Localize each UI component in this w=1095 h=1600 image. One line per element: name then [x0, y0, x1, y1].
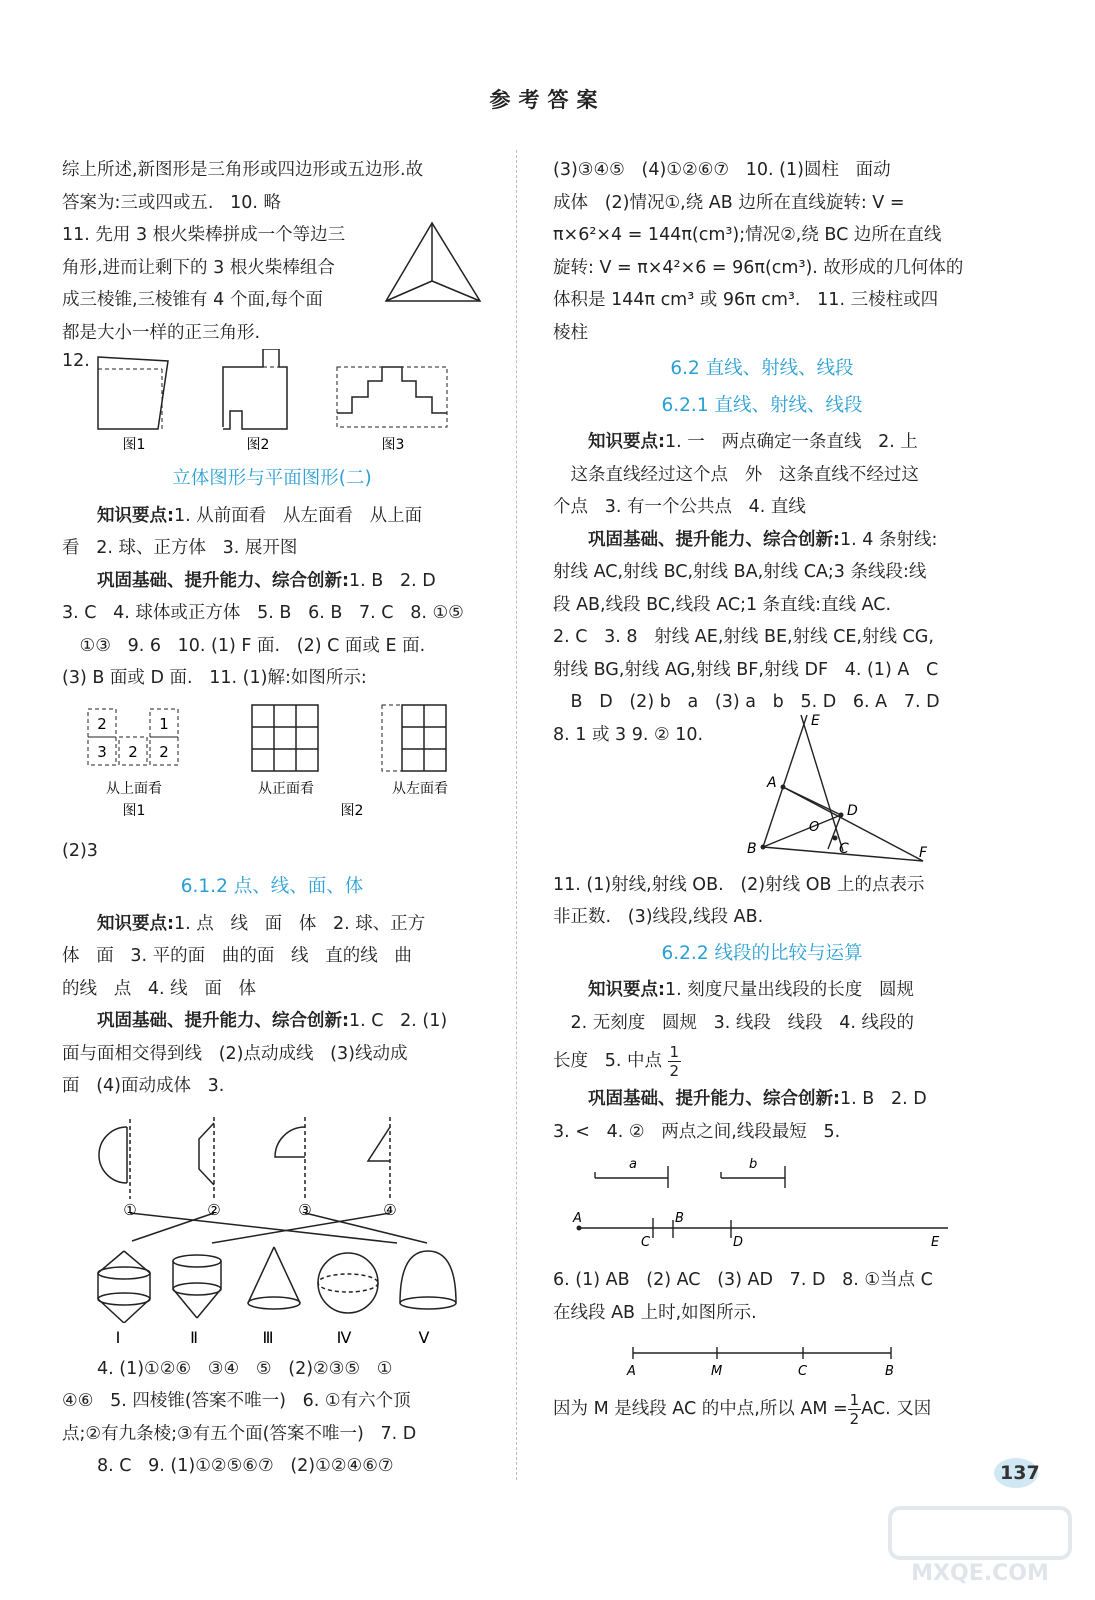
text: 1. 4 条射线: — [840, 529, 938, 550]
point-label: B — [675, 1211, 684, 1226]
view-caption: 从上面看 — [106, 780, 162, 797]
shape-label: ② — [207, 1200, 221, 1219]
matching-figure — [62, 1103, 482, 1323]
text-line: 棱柱 — [553, 322, 588, 343]
text-line: 3. C 4. 球体或正方体 5. B 6. B 7. C 8. ①⑤ — [62, 603, 464, 623]
q11-view-figures — [62, 701, 482, 827]
point-label: C — [641, 1235, 651, 1250]
q12-figures — [90, 349, 490, 459]
text-line: (3)③④⑤ (4)①②⑥⑦ 10. (1)圆柱 面动 — [553, 160, 891, 180]
text-line: 成三棱锥,三棱锥有 4 个面,每个面 — [62, 290, 323, 310]
point-label: C — [798, 1364, 808, 1379]
point-label: M — [711, 1364, 723, 1379]
text-line: 的线 点 4. 线 面 体 — [62, 978, 257, 999]
text-line: B D (2) b a (3) a b 5. D 6. A 7. D — [570, 692, 940, 712]
fraction-half — [848, 1391, 862, 1428]
text: 因为 M 是线段 AC 的中点,所以 AM = — [553, 1399, 848, 1419]
grid-value: 2 — [97, 714, 107, 733]
right-column — [553, 154, 971, 1431]
text: 1. B 2. D — [349, 570, 436, 591]
consolidation — [553, 1083, 971, 1116]
text-line: 8. C 9. (1)①②⑤⑥⑦ (2)①②④⑥⑦ — [97, 1456, 394, 1476]
page-header: 参考答案 — [489, 87, 606, 112]
shape-label: ① — [123, 1200, 137, 1219]
section-title: 6.2.1 直线、射线、线段 — [661, 394, 863, 416]
text-line: 角形,进而让剩下的 3 根火柴棒组合 — [62, 257, 335, 278]
text-line: 2. C 3. 8 射线 AE,射线 BE,射线 CE,射线 CG, — [553, 627, 934, 647]
text-line: 体积是 144π cm³ 或 96π cm³. 11. 三棱柱或四 — [553, 290, 939, 310]
label: 巩固基础、提升能力、综合创新: — [588, 529, 840, 550]
label: 巩固基础、提升能力、综合创新: — [97, 1011, 349, 1031]
point-label: F — [919, 844, 928, 861]
segment-label: b — [749, 1157, 758, 1172]
text-line — [553, 1387, 971, 1431]
knowledge-points — [553, 974, 971, 1007]
segment-construction-figure — [553, 1148, 971, 1264]
view-caption: 从正面看 — [258, 780, 314, 797]
text-line: 非正数. (3)线段,线段 AB. — [553, 907, 764, 927]
label: 知识要点: — [97, 913, 174, 934]
label: 知识要点: — [588, 980, 665, 1000]
point-label: B — [747, 840, 757, 857]
view-caption: 从左面看 — [392, 780, 448, 797]
point-label: E — [931, 1235, 940, 1250]
section-title: 6.2 直线、射线、线段 — [670, 358, 854, 379]
solid-label: Ⅲ — [262, 1327, 274, 1347]
text-line: 成体 (2)情况①,绕 AB 边所在直线旋转: V = — [553, 192, 905, 213]
grid-value: 3 — [97, 742, 107, 761]
text-line: 个点 3. 有一个公共点 4. 直线 — [553, 497, 806, 517]
grid-value: 1 — [159, 714, 169, 733]
text-line: 看 2. 球、正方体 3. 展开图 — [62, 538, 298, 558]
grid-value: 2 — [159, 742, 169, 761]
section-title: 立体图形与平面图形(二) — [172, 468, 372, 489]
shape-label: ④ — [383, 1200, 397, 1219]
label: 知识要点: — [588, 432, 665, 452]
text-line: 体 面 3. 平的面 曲的面 线 直的线 曲 — [62, 946, 412, 966]
section-title: 6.1.2 点、线、面、体 — [180, 876, 364, 897]
watermark-text: MXQE.COM — [911, 1561, 1049, 1586]
left-column — [62, 154, 482, 1483]
text-line: 射线 AC,射线 BC,射线 BA,射线 CA;3 条线段:线 — [553, 562, 927, 582]
text-line: (3) B 面或 D 面. 11. (1)解:如图所示: — [62, 668, 367, 688]
text: AC. 又因 — [861, 1399, 932, 1419]
text: 1. C 2. (1) — [349, 1011, 448, 1031]
text-line: 点;②有九条棱;③有五个面(答案不唯一) 7. D — [62, 1423, 417, 1444]
knowledge-points — [62, 500, 482, 533]
segment-label: a — [629, 1157, 637, 1172]
text-line: 综上所述,新图形是三角形或四边形或五边形.故 — [62, 160, 424, 180]
text: 1. B 2. D — [840, 1089, 927, 1109]
fig12-caption-1: 图1 — [122, 437, 146, 453]
numerator: 1 — [849, 1390, 860, 1409]
consolidation — [553, 524, 971, 557]
text-line: ①③ 9. 6 10. (1) F 面. (2) C 面或 E 面. — [79, 635, 426, 656]
text-line: 在线段 AB 上时,如图所示. — [553, 1302, 757, 1323]
point-label: A — [767, 774, 777, 791]
point-label: B — [885, 1364, 894, 1379]
shape-label: ③ — [298, 1200, 312, 1219]
text-line: 11. 先用 3 根火柴棒拼成一个等边三 — [62, 225, 346, 245]
label: 知识要点: — [97, 505, 174, 526]
rays-figure — [743, 711, 943, 869]
text-line — [553, 1039, 971, 1083]
fraction-half — [668, 1043, 682, 1080]
q11-block — [62, 219, 482, 349]
text-line: 答案为:三或四或五. 10. 略 — [62, 192, 282, 213]
text: 1. 刻度尺量出线段的长度 圆规 — [665, 980, 914, 1000]
text-line: 都是大小一样的正三角形. — [62, 322, 261, 343]
point-label: A — [627, 1364, 636, 1379]
label: 巩固基础、提升能力、综合创新: — [588, 1089, 840, 1109]
consolidation — [62, 565, 482, 598]
watermark-graphic — [880, 1500, 1080, 1590]
numerator: 1 — [669, 1042, 680, 1061]
solid-label: Ⅴ — [418, 1327, 430, 1347]
watermark-logo — [880, 1500, 1080, 1590]
tetrahedron-figure — [380, 219, 485, 309]
label: 巩固基础、提升能力、综合创新: — [97, 570, 349, 591]
text-line: 3. < 4. ② 两点之间,线段最短 5. — [553, 1121, 841, 1142]
left-view-grid — [402, 705, 446, 771]
point-label: A — [573, 1211, 582, 1226]
text-line: (2)3 — [62, 840, 98, 861]
q12-block — [62, 349, 482, 459]
text-line: 面与面相交得到线 (2)点动成线 (3)线动成 — [62, 1043, 408, 1064]
denominator: 2 — [849, 1409, 860, 1428]
front-view-grid — [252, 705, 318, 771]
text-line: 4. (1)①②⑥ ③④ ⑤ (2)②③⑤ ① — [97, 1358, 393, 1379]
solid-labels — [62, 1323, 482, 1353]
text-line: 8. 1 或 3 9. ② 10. — [553, 724, 704, 745]
point-label: E — [811, 712, 820, 729]
fig-caption: 图2 — [340, 802, 364, 819]
knowledge-points — [62, 908, 482, 941]
page-number: 137 — [1000, 1462, 1040, 1484]
text: 1. 从前面看 从左面看 从上面 — [174, 505, 423, 526]
section-title: 6.2.2 线段的比较与运算 — [661, 942, 863, 964]
text: 长度 5. 中点 — [553, 1051, 662, 1071]
text-line: 射线 BG,射线 AG,射线 BF,射线 DF 4. (1) A C — [553, 659, 939, 680]
solid-label: Ⅰ — [115, 1327, 121, 1347]
text-line: 11. (1)射线,射线 OB. (2)射线 OB 上的点表示 — [553, 874, 925, 895]
fig12-caption-3: 图3 — [381, 437, 405, 453]
text-line: 2. 无刻度 圆规 3. 线段 线段 4. 线段的 — [570, 1012, 915, 1033]
point-label: D — [847, 802, 858, 819]
text: 1. 一 两点确定一条直线 2. 上 — [665, 432, 918, 452]
grid-value: 2 — [128, 742, 138, 761]
denominator: 2 — [669, 1061, 680, 1080]
point-label: D — [733, 1235, 744, 1250]
point-label: C — [839, 840, 849, 857]
fig-caption: 图1 — [122, 802, 146, 819]
text-line: 段 AB,线段 BC,线段 AC;1 条直线:直线 AC. — [553, 594, 892, 615]
midpoint-figure — [553, 1329, 971, 1387]
q10-block — [553, 712, 971, 869]
consolidation — [62, 1005, 482, 1038]
text: 1. 点 线 面 体 2. 球、正方 — [174, 913, 426, 934]
text-line: 这条直线经过这个点 外 这条直线不经过这 — [570, 464, 919, 485]
text-line: 旋转: V = π×4²×6 = 96π(cm³). 故形成的几何体的 — [553, 257, 964, 278]
solid-label: Ⅱ — [190, 1327, 198, 1347]
text-line: 面 (4)面动成体 3. — [62, 1076, 225, 1096]
knowledge-points — [553, 426, 971, 459]
text-line: 6. (1) AB (2) AC (3) AD 7. D 8. ①当点 C — [553, 1270, 933, 1290]
text-line: ④⑥ 5. 四棱锥(答案不唯一) 6. ①有六个顶 — [62, 1391, 411, 1411]
q12-label: 12. — [62, 351, 90, 371]
column-divider — [516, 150, 517, 1480]
fig12-caption-2: 图2 — [246, 437, 270, 453]
solid-label: Ⅳ — [336, 1327, 352, 1347]
point-label: O — [809, 819, 820, 835]
text-line: π×6²×4 = 144π(cm³);情况②,绕 BC 边所在直线 — [553, 225, 942, 245]
